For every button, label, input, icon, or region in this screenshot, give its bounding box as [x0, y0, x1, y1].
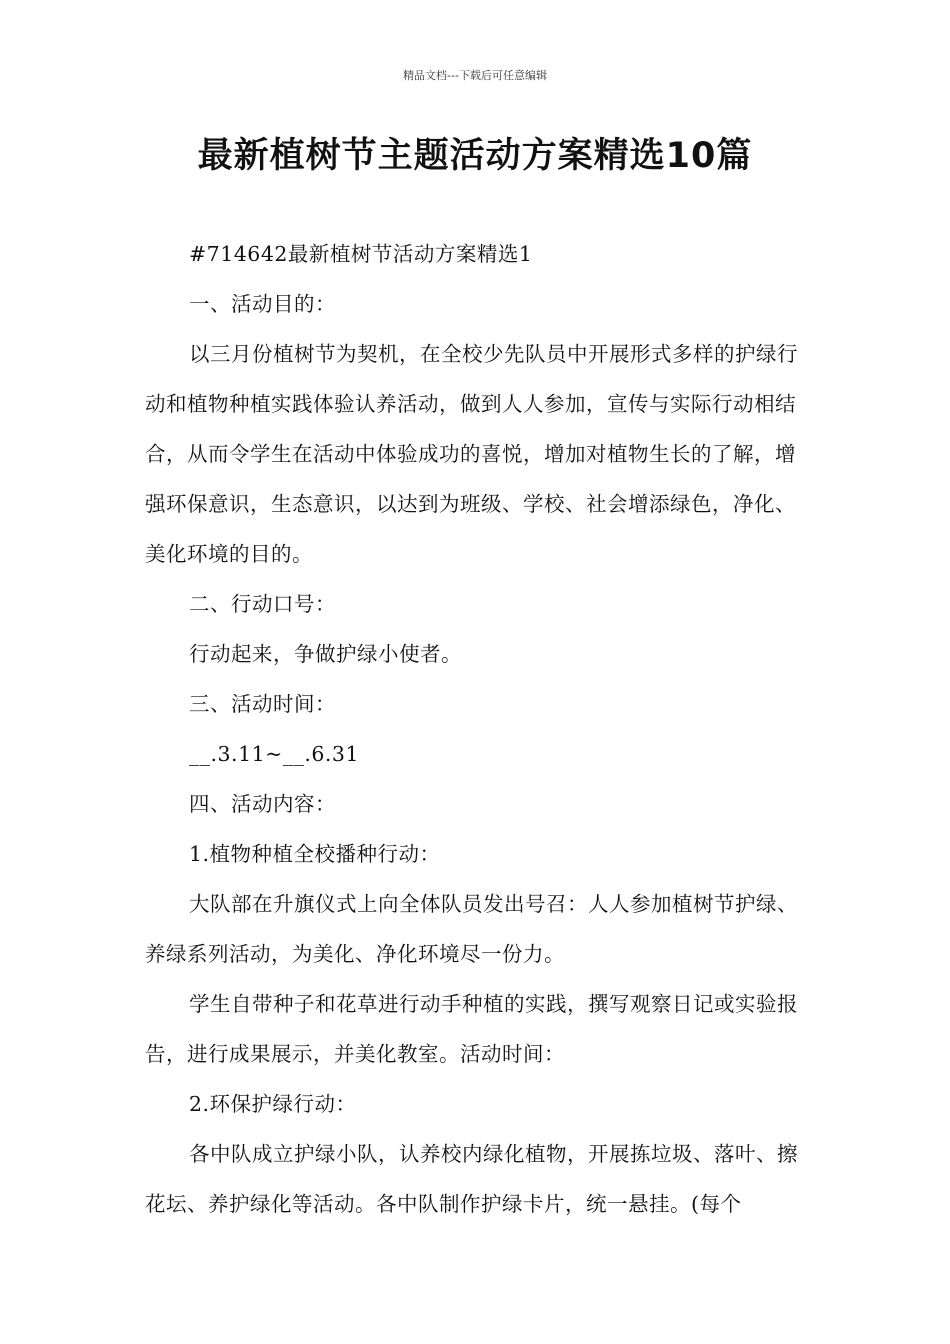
- subheading-green-protection: 2.环保护绿行动：: [189, 1092, 357, 1116]
- header-watermark: 精品文档---下载后可任意编辑: [403, 69, 547, 82]
- section-heading-time: 三、活动时间：: [189, 692, 336, 716]
- subheading-planting: 1.植物种植全校播种行动：: [189, 842, 441, 866]
- section-heading-1: #714642最新植树节活动方案精选1: [189, 242, 533, 266]
- section-heading-content: 四、活动内容：: [189, 792, 336, 816]
- document-title: 最新植树节主题活动方案精选10篇: [197, 136, 753, 176]
- paragraph-planting-practice: 学生自带种子和花草进行动手种植的实践，撰写观察日记或实验报告，进行成果展示，并美化教室。活动时间：: [145, 992, 798, 1066]
- paragraph-purpose: 以三月份植树节为契机，在全校少先队员中开展形式多样的护绿行动和植物种植实践体验认养活动，做到人人参加，宣传与实际行动相结合，从而令学生在活动中体验成功的喜悦，增加对植物生长的了解，增强环保意识，生态意识，以达到为班级、学校、社会增添绿色，净化、美化环境的目的。: [145, 342, 798, 566]
- paragraph-slogan: 行动起来，争做护绿小使者。: [189, 642, 462, 666]
- paragraph-planting-call: 大队部在升旗仪式上向全体队员发出号召：人人参加植树节护绿、养绿系列活动，为美化、净化环境尽一份力。: [145, 892, 798, 966]
- document-body: [145, 229, 810, 1229]
- paragraph-green-protection: 各中队成立护绿小队，认养校内绿化植物，开展拣垃圾、落叶、擦花坛、养护绿化等活动。各中队制作护绿卡片，统一悬挂。(每个: [145, 1142, 798, 1216]
- paragraph-time: __.3.11~__.6.31: [189, 742, 359, 766]
- section-heading-purpose: 一、活动目的：: [189, 292, 336, 316]
- section-heading-slogan: 二、行动口号：: [189, 592, 336, 616]
